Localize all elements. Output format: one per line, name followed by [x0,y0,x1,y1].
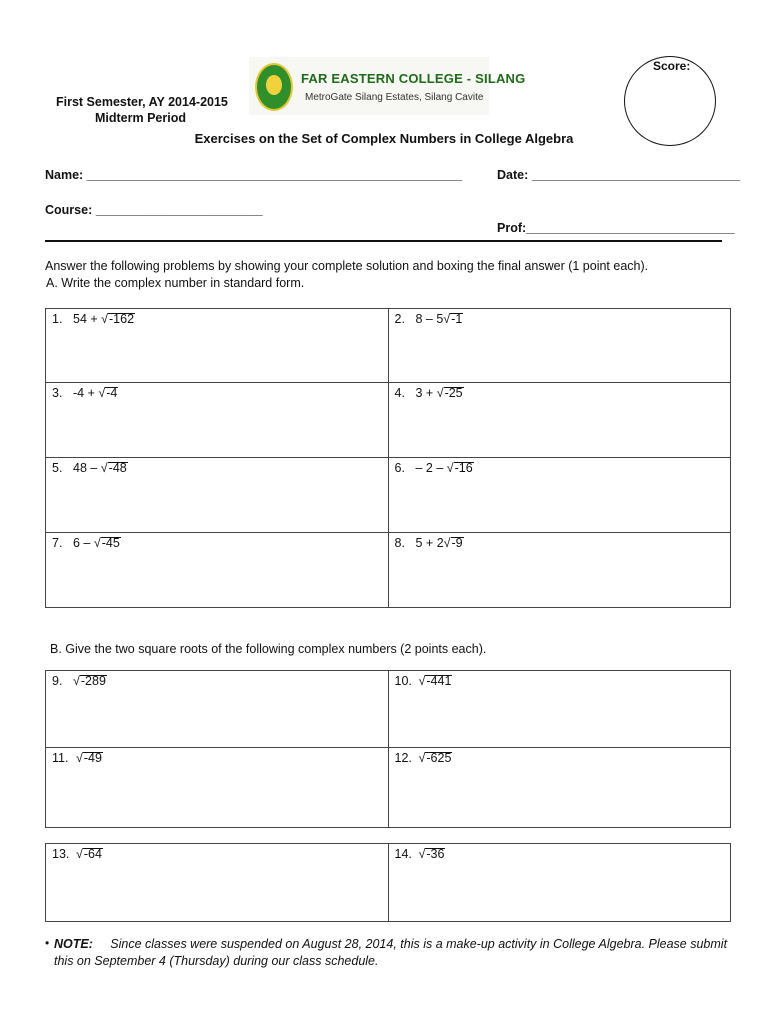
item-expression: 3 + √ [415,386,444,400]
answer-box-2[interactable] [388,309,731,383]
item-expression: 54 + √ [73,312,109,326]
answer-box-1[interactable] [46,309,389,383]
college-name: FAR EASTERN COLLEGE - SILANG [301,71,526,86]
item-expression: – 2 – √ [415,461,454,475]
note-bullet-icon: • [45,936,50,950]
semester-text: First Semester, AY 2014-2015 [56,95,228,109]
period-text: Midterm Period [95,111,186,125]
item-expression: √ [76,751,83,765]
item-expression: 6 – √ [73,536,101,550]
answer-box-8[interactable] [388,533,731,608]
page-title: Exercises on the Set of Complex Numbers in College Algebra [194,131,574,146]
note-label: NOTE: [54,937,93,951]
section-b-table-2 [45,843,731,922]
item-expression: 5 + 2√ [415,536,451,550]
item-number: 6. [394,461,405,475]
item-expression: √ [418,847,426,861]
item-expression: 48 – √ [73,461,108,475]
note-text: Since classes were suspended on August 28, 2014, this is a make-up activity in College Algebra. Please submit this on September 4 (Thursday) during our class schedule. [54,937,728,968]
college-logo [249,57,526,115]
item-expression: √ [418,674,426,688]
course-field[interactable]: Course: ________________________ [45,203,263,217]
item-number: 9. [52,674,63,688]
radicand: -36 [426,847,445,861]
general-instruction: Answer the following problems by showing your complete solution and boxing the final answer (1 point each). [45,259,649,273]
date-field[interactable]: Date: ______________________________ [497,168,741,182]
answer-box-12[interactable] [388,748,731,828]
seal-center [266,75,282,95]
section-a-instruction: A. Write the complex number in standard form. [46,276,305,290]
radicand: -1 [451,312,463,326]
radicand: -48 [108,461,127,475]
item-number: 14. [394,847,412,861]
college-seal-icon [255,63,293,111]
radicand: -64 [83,847,102,861]
radicand: -25 [444,386,463,400]
section-b-instruction: B. Give the two square roots of the following complex numbers (2 points each). [50,642,487,656]
answer-box-13[interactable] [46,844,389,922]
item-expression: √ [73,674,80,688]
answer-box-9[interactable] [46,671,389,748]
score-label: Score: [653,59,691,73]
item-number: 11. [52,751,69,765]
item-number: 8. [394,536,405,550]
item-number: 13. [52,847,70,861]
answer-box-14[interactable] [388,844,731,922]
answer-box-3[interactable] [46,383,389,458]
item-number: 3. [52,386,63,400]
radicand: -16 [454,461,473,475]
answer-box-4[interactable] [388,383,731,458]
radicand: -45 [101,536,120,550]
radicand: -49 [83,751,102,765]
item-number: 2. [394,312,405,326]
answer-box-11[interactable] [46,748,389,828]
item-number: 7. [52,536,63,550]
item-number: 1. [52,312,63,326]
item-expression: √ [76,847,83,861]
semester-info [56,94,228,126]
prof-field[interactable]: Prof:______________________________ [497,221,735,235]
answer-box-10[interactable] [388,671,731,748]
college-address: MetroGate Silang Estates, Silang Cavite [305,92,484,103]
radicand: -441 [426,674,452,688]
section-b-table [45,670,731,828]
answer-box-5[interactable] [46,458,389,533]
item-number: 12. [394,751,412,765]
answer-box-6[interactable] [388,458,731,533]
radicand: -625 [426,751,452,765]
item-expression: -4 + √ [73,386,106,400]
radicand: -9 [451,536,463,550]
item-number: 4. [394,386,405,400]
item-expression: 8 – 5√ [415,312,451,326]
answer-box-7[interactable] [46,533,389,608]
name-field[interactable]: Name: ______________________________________________________ [45,168,463,182]
radicand: -162 [109,312,135,326]
radicand: -289 [80,674,106,688]
section-a-table [45,308,731,608]
item-expression: √ [418,751,426,765]
header-divider [45,240,722,242]
radicand: -4 [106,386,118,400]
item-number: 10. [394,674,412,688]
item-number: 5. [52,461,63,475]
instructions [45,258,648,292]
note [54,936,730,970]
